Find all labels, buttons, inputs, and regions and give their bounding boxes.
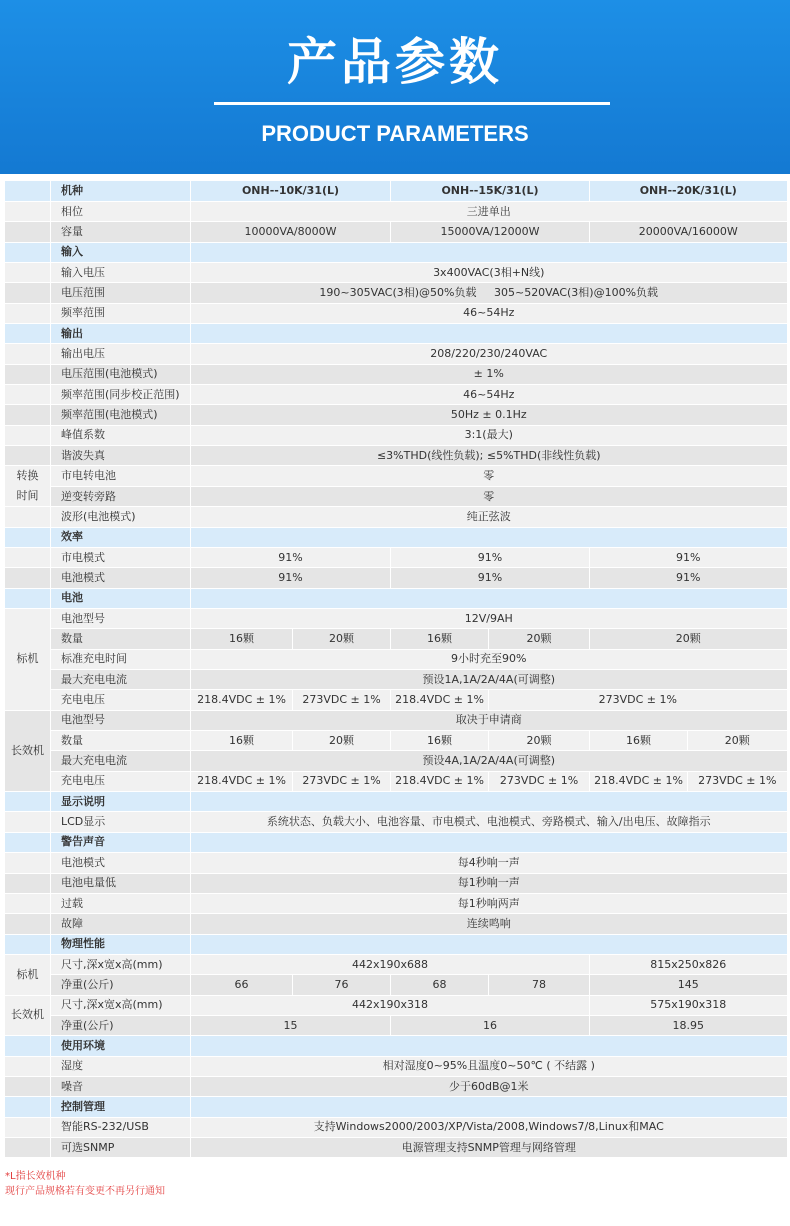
row-label: 智能RS-232/USB	[51, 1117, 191, 1137]
row-label: 电池模式	[51, 568, 191, 588]
row-value: 273VDC ± 1%	[489, 690, 787, 710]
row-value: 每1秒响两声	[191, 893, 787, 913]
footnote-disclaimer: 现行产品规格若有变更不再另行通知	[5, 1186, 165, 1197]
row-value: 连续鸣响	[191, 914, 787, 934]
row-value: 442x190x688	[191, 954, 590, 974]
section-title: 输出	[51, 323, 191, 343]
row-value: 少于60dB@1米	[191, 1076, 787, 1096]
spec-table	[4, 181, 787, 1158]
row-label: 充电电压	[51, 771, 191, 791]
row-value: 91%	[590, 548, 787, 568]
row-value: 15	[191, 1015, 391, 1035]
row-label: 市电模式	[51, 548, 191, 568]
table-row	[5, 1015, 787, 1035]
table-row	[5, 731, 787, 751]
row-value: 20颗	[688, 731, 787, 751]
table-row	[5, 771, 787, 791]
row-value: 66	[191, 975, 293, 995]
table-row	[5, 486, 787, 507]
row-value: 91%	[590, 568, 787, 588]
row-label: 电池模式	[51, 853, 191, 873]
row-label: 电池电量低	[51, 873, 191, 893]
table-row	[5, 445, 787, 465]
title-divider	[214, 102, 610, 105]
table-row	[5, 201, 787, 221]
row-value: 零	[191, 486, 787, 507]
group-label-long: 长效机	[5, 710, 51, 791]
model-10k: ONH--10K/31(L)	[191, 181, 391, 201]
section-header	[5, 832, 787, 852]
row-value: 20颗	[489, 629, 590, 649]
page-header	[0, 0, 790, 174]
section-header	[5, 527, 787, 547]
row-value: 16	[391, 1015, 590, 1035]
table-row	[5, 690, 787, 710]
row-value: 相对湿度0~95%且温度0~50℃ ( 不结露 )	[191, 1056, 787, 1076]
row-label: 相位	[51, 201, 191, 221]
row-label: 标准充电时间	[51, 649, 191, 669]
table-row	[5, 812, 787, 832]
row-value: 273VDC ± 1%	[489, 771, 590, 791]
row-label: 数量	[51, 629, 191, 649]
row-value: 每4秒响一声	[191, 853, 787, 873]
table-row	[5, 1056, 787, 1076]
row-value: 16颗	[590, 731, 688, 751]
row-value: 16颗	[191, 629, 293, 649]
table-row	[5, 405, 787, 425]
section-title: 电池	[51, 588, 191, 608]
section-title: 控制管理	[51, 1097, 191, 1117]
model-row	[5, 181, 787, 201]
row-value: 20颗	[590, 629, 787, 649]
row-value: 支持Windows2000/2003/XP/Vista/2008,Windows7/8,Linux和MAC	[191, 1117, 787, 1137]
row-value: 9小时充至90%	[191, 649, 787, 669]
section-title: 显示说明	[51, 792, 191, 812]
row-value: 电源管理支持SNMP管理与网络管理	[191, 1137, 787, 1157]
group-label-long: 长效机	[5, 995, 51, 1036]
row-value: 16颗	[391, 629, 489, 649]
row-value: 815x250x826	[590, 954, 787, 974]
group-label-line: 转换	[16, 469, 39, 483]
section-header	[5, 1036, 787, 1056]
row-value: 18.95	[590, 1015, 787, 1035]
table-row	[5, 649, 787, 669]
row-label: 尺寸,深x宽x高(mm)	[51, 995, 191, 1015]
row-value: 218.4VDC ± 1%	[590, 771, 688, 791]
row-value: 20颗	[293, 629, 391, 649]
row-value: 每1秒响一声	[191, 873, 787, 893]
row-value: 273VDC ± 1%	[688, 771, 787, 791]
row-value: ≤3%THD(线性负载); ≤5%THD(非线性负载)	[191, 445, 787, 465]
group-label-standard: 标机	[5, 609, 51, 711]
row-value: 91%	[391, 548, 590, 568]
table-row	[5, 670, 787, 690]
section-header	[5, 242, 787, 262]
table-row	[5, 344, 787, 364]
row-label: 数量	[51, 731, 191, 751]
row-value: 46~54Hz	[191, 303, 787, 323]
row-value: 50Hz ± 0.1Hz	[191, 405, 787, 425]
group-label-transfer	[5, 466, 51, 507]
row-label: 电压范围	[51, 283, 191, 303]
table-row	[5, 303, 787, 323]
row-value: 91%	[191, 548, 391, 568]
row-value: 纯正弦波	[191, 507, 787, 527]
section-title: 效率	[51, 527, 191, 547]
table-row	[5, 568, 787, 588]
row-label: 过载	[51, 893, 191, 913]
section-title: 警告声音	[51, 832, 191, 852]
row-value: 145	[590, 975, 787, 995]
row-label: 电池型号	[51, 609, 191, 629]
row-value: 218.4VDC ± 1%	[391, 771, 489, 791]
row-value: 系统状态、负载大小、电池容量、市电模式、电池模式、旁路模式、输入/出电压、故障指示	[191, 812, 787, 832]
row-value: 16颗	[191, 731, 293, 751]
row-value: 10000VA/8000W	[191, 222, 391, 242]
table-row	[5, 954, 787, 974]
table-row	[5, 384, 787, 404]
row-label: 谐波失真	[51, 445, 191, 465]
section-header	[5, 934, 787, 954]
section-title: 物理性能	[51, 934, 191, 954]
row-label: 净重(公斤)	[51, 1015, 191, 1035]
row-value: 20颗	[489, 731, 590, 751]
row-label: 尺寸,深x宽x高(mm)	[51, 954, 191, 974]
table-row	[5, 507, 787, 527]
section-title: 输入	[51, 242, 191, 262]
row-label: 最大充电电流	[51, 670, 191, 690]
table-row	[5, 425, 787, 445]
row-label: LCD显示	[51, 812, 191, 832]
table-row	[5, 893, 787, 913]
row-label: 电压范围(电池模式)	[51, 364, 191, 384]
row-value: 442x190x318	[191, 995, 590, 1015]
section-title: 使用环境	[51, 1036, 191, 1056]
row-label: 噪音	[51, 1076, 191, 1096]
row-value: 零	[191, 466, 787, 487]
row-value: 68	[391, 975, 489, 995]
section-header	[5, 792, 787, 812]
table-row	[5, 710, 787, 730]
page-subtitle: PRODUCT PARAMETERS	[261, 121, 529, 146]
row-value: 16颗	[391, 731, 489, 751]
row-value: 预设1A,1A/2A/4A(可调整)	[191, 670, 787, 690]
row-label: 湿度	[51, 1056, 191, 1076]
row-label: 逆变转旁路	[51, 486, 191, 507]
row-label: 输入电压	[51, 262, 191, 282]
row-value: 78	[489, 975, 590, 995]
row-value: 3x400VAC(3相+N线)	[191, 262, 787, 282]
model-label: 机种	[51, 181, 191, 201]
row-value: 273VDC ± 1%	[293, 690, 391, 710]
row-label: 充电电压	[51, 690, 191, 710]
row-label: 最大充电电流	[51, 751, 191, 771]
table-row	[5, 853, 787, 873]
table-row	[5, 262, 787, 282]
row-label: 波形(电池模式)	[51, 507, 191, 527]
row-label: 输出电压	[51, 344, 191, 364]
table-row	[5, 995, 787, 1015]
model-15k: ONH--15K/31(L)	[391, 181, 590, 201]
row-value: 575x190x318	[590, 995, 787, 1015]
row-label: 可选SNMP	[51, 1137, 191, 1157]
row-value: 273VDC ± 1%	[293, 771, 391, 791]
row-value: 91%	[191, 568, 391, 588]
page-title: 产品参数	[287, 33, 503, 91]
row-label: 频率范围	[51, 303, 191, 323]
row-value: 91%	[391, 568, 590, 588]
table-row	[5, 873, 787, 893]
row-value: 12V/9AH	[191, 609, 787, 629]
row-value: 20000VA/16000W	[590, 222, 787, 242]
row-value: 46~54Hz	[191, 384, 787, 404]
row-value: 218.4VDC ± 1%	[191, 690, 293, 710]
row-value: 218.4VDC ± 1%	[191, 771, 293, 791]
row-value: 190~305VAC(3相)@50%负载 305~520VAC(3相)@100%负载	[191, 283, 787, 303]
row-value: 预设4A,1A/2A/4A(可调整)	[191, 751, 787, 771]
table-row	[5, 751, 787, 771]
row-value: 20颗	[293, 731, 391, 751]
row-label: 故障	[51, 914, 191, 934]
table-row	[5, 1076, 787, 1096]
table-row	[5, 283, 787, 303]
row-value: 三进单出	[191, 201, 787, 221]
row-label: 净重(公斤)	[51, 975, 191, 995]
table-row	[5, 975, 787, 995]
row-value: ± 1%	[191, 364, 787, 384]
table-row	[5, 222, 787, 242]
table-row	[5, 1117, 787, 1137]
table-row	[5, 1137, 787, 1157]
table-row	[5, 914, 787, 934]
row-label: 容量	[51, 222, 191, 242]
table-row	[5, 466, 787, 487]
row-label: 频率范围(电池模式)	[51, 405, 191, 425]
row-label: 频率范围(同步校正范围)	[51, 384, 191, 404]
section-header	[5, 1097, 787, 1117]
row-value: 218.4VDC ± 1%	[391, 690, 489, 710]
row-value: 取决于申请商	[191, 710, 787, 730]
model-20k: ONH--20K/31(L)	[590, 181, 787, 201]
row-value: 3:1(最大)	[191, 425, 787, 445]
row-label: 峰值系数	[51, 425, 191, 445]
row-value: 208/220/230/240VAC	[191, 344, 787, 364]
table-row	[5, 609, 787, 629]
group-label-standard: 标机	[5, 954, 51, 995]
table-row	[5, 548, 787, 568]
table-row	[5, 364, 787, 384]
row-label: 市电转电池	[51, 466, 191, 487]
section-header	[5, 588, 787, 608]
row-value: 15000VA/12000W	[391, 222, 590, 242]
table-row	[5, 629, 787, 649]
row-value: 76	[293, 975, 391, 995]
group-label-line: 时间	[16, 489, 39, 503]
section-header	[5, 323, 787, 343]
row-label: 电池型号	[51, 710, 191, 730]
footnote-long-model: *L指长效机种	[5, 1171, 66, 1182]
